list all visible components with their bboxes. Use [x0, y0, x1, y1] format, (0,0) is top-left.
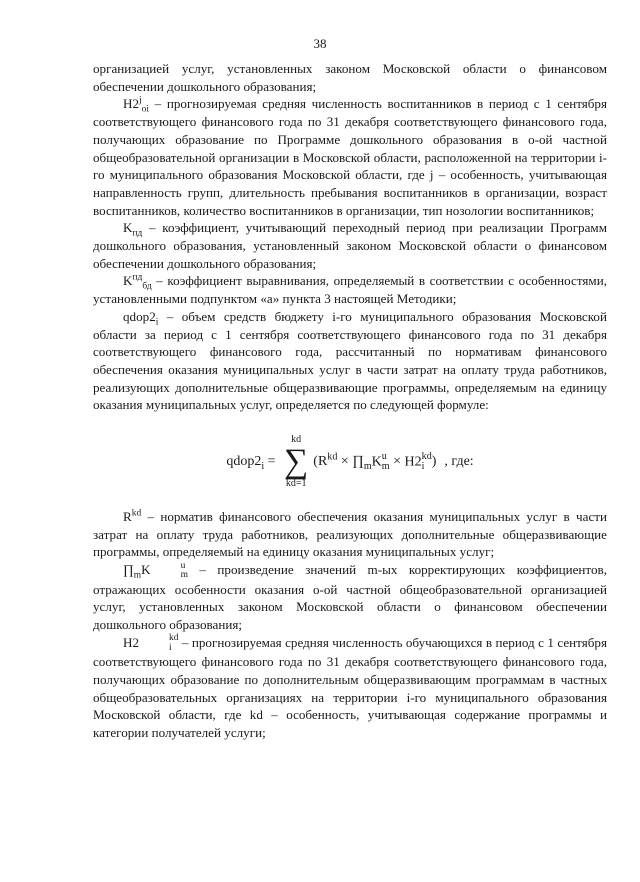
symbol-sub: m [180, 570, 188, 581]
formula-r-base: R [317, 454, 328, 470]
formula-h2-sub: i [421, 461, 425, 473]
definition-r-kd [93, 508, 607, 561]
close-paren: ) [431, 454, 437, 470]
symbol-base: K [123, 220, 133, 236]
open-paren: ( [313, 454, 318, 470]
symbol-indices [139, 634, 178, 653]
symbol-sup: kd [131, 508, 142, 519]
formula-lhs-sub: i [261, 461, 265, 472]
product-sub: m [363, 461, 372, 472]
formula-qdop2 [93, 418, 607, 506]
document-body [93, 60, 607, 742]
formula-h2 [405, 452, 432, 472]
times-sign: × [389, 454, 405, 470]
formula-equals: = [264, 454, 280, 470]
symbol-sup: kd [169, 633, 179, 644]
definition-prod-k [93, 561, 607, 634]
formula-h2-base: H2 [404, 454, 422, 470]
symbol-indices [151, 562, 188, 581]
symbol-base: R [123, 509, 132, 525]
formula-k [372, 452, 390, 472]
formula-product [352, 453, 371, 471]
paragraph-continuation: организацией услуг, установленных законом Московской области о финансовом обеспечении дошкольного образования; [93, 61, 607, 94]
formula-h2-sup: kd [421, 450, 432, 462]
product-symbol: ∏ [352, 454, 364, 470]
symbol-base: K [141, 562, 151, 578]
symbol-sub: пд [132, 228, 143, 239]
formula-k-base: K [371, 454, 382, 470]
definition-h2-kd [93, 634, 607, 742]
sum-lower-limit: kd=1 [285, 478, 307, 490]
definition-k-bd [93, 272, 607, 307]
sigma-symbol: ∑ [284, 443, 309, 481]
definition-text: – норматив финансового обеспечения оказания муниципальных услуг в части затрат на оплату труда работников, реализующих дополнительные общеразвивающие программы, определяемый на единицу оказания муниципальных услуг; [93, 509, 607, 560]
symbol-r-kd [123, 509, 141, 524]
symbol-sup: j [139, 96, 142, 107]
definition-text: – объем средств бюджету i-го муниципального образования Московской области за период с 1 сентября соответствующего финансового года по 31 декабря соответствующего финансового года, рассчитанный по нормативам финансового обеспечения оказания муниципальных услуг в части затрат на оплату труда работников, реализующих дополнительные общеразвивающие программы, определяемым на единицу оказания муниципальных услуг, определяется по следующей формуле: [93, 308, 607, 413]
symbol-k-bd [123, 273, 152, 293]
symbol-qdop2 [123, 308, 159, 328]
formula-k-sup: u [381, 450, 387, 462]
symbol-sub: бд [142, 282, 152, 293]
sum-upper-limit: kd [291, 434, 302, 446]
definition-k-pd [93, 219, 607, 272]
symbol-base: qdop2 [123, 308, 156, 324]
symbol-sub: i [155, 317, 159, 328]
symbol-sub: oi [141, 105, 149, 116]
symbol-base: H2 [123, 96, 140, 112]
formula-r-sup: kd [327, 451, 338, 463]
symbol-prod-k [123, 560, 188, 581]
formula-k-sub: m [381, 461, 390, 473]
definition-text: – коэффициент, учитывающий переходный период при реализации Программ дошкольного образования, установленный законом Московской области о финансовом обеспечении дошкольного образования; [93, 220, 607, 271]
symbol-sup: пд [132, 273, 143, 284]
formula-tail: , где: [444, 454, 474, 470]
definition-text: – прогнозируемая средняя численность обучающихся в период с 1 сентября соответствующего финансового года по 31 декабря соответствующего финансового года, получающих образование по дополнительным общеразвивающим программам в частных общеобразовательных организациях на территории i-го муниципального образования Московской области, где kd – особенность, учитывающая содержание программы и категории получателей услуги; [93, 634, 607, 740]
page-number: 38 [313, 36, 327, 51]
definition-text: – прогнозируемая средняя численность воспитанников в период с 1 сентября соответствующего финансового года по 31 декабря соответствующего финансового года, получающих образование по Программе дошкольного образования в о-ой частной общеобразовательной организации в Московской области, расположенной на территории i-го муниципального образования Московской области, где j – особенность, учитывающая направленность групп, длительность пребывания воспитанников в организации, возраст воспитанников, количество воспитанников в организации, тип нозологии воспитанников; [93, 96, 608, 218]
times-sign: × [337, 454, 353, 470]
product-sub: m [133, 570, 142, 581]
definition-text: – коэффициент выравнивания, определяемый в соответствии с особенностями, установленными подпунктом «а» пункта 3 настоящей Методики; [93, 273, 607, 307]
formula-k-indices [382, 452, 390, 472]
definition-qdop2 [93, 308, 607, 414]
formula-lhs [226, 453, 264, 471]
formula-lhs-base: qdop2 [226, 454, 262, 470]
symbol-sup: u [180, 560, 186, 571]
symbol-base: H2 [123, 634, 140, 650]
definition-h2-oi [93, 95, 607, 219]
definition-text: – произведение значений m-ых корректирующих коэффициентов, отражающих особенности оказания о-ой частной общеобразовательной организацией услуг, установленных законом Московской области о финансовом обеспечении дошкольного образования; [93, 562, 607, 633]
symbol-h2-kd [123, 633, 179, 653]
formula-r [318, 453, 337, 471]
symbol-base: K [123, 273, 133, 289]
formula-h2-indices [422, 452, 432, 472]
product-symbol: ∏ [123, 562, 134, 578]
summation-operator [284, 435, 308, 489]
symbol-h2-oi [123, 96, 149, 116]
symbol-k-pd [123, 220, 143, 239]
symbol-sub: i [169, 642, 172, 653]
